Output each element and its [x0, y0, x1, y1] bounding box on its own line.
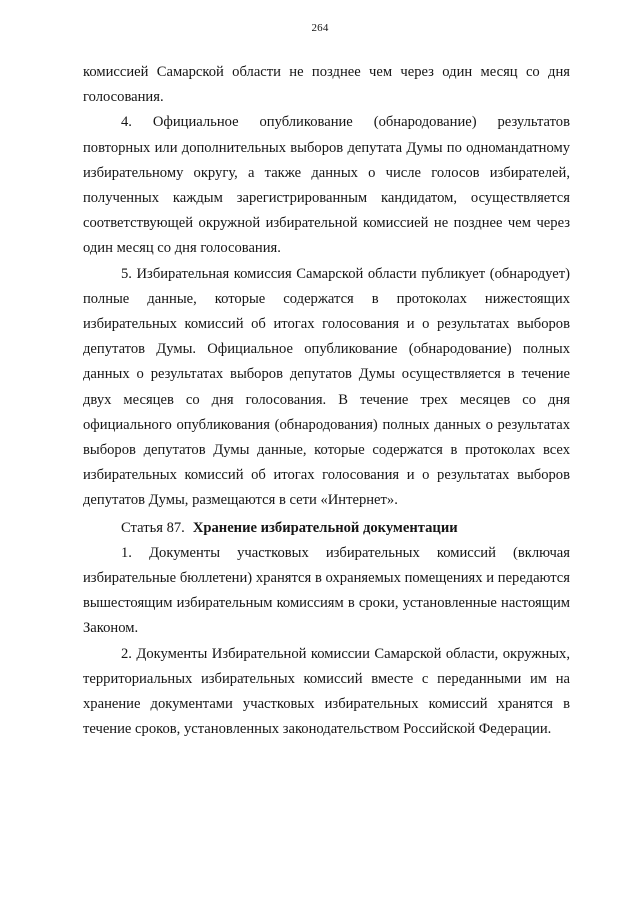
article-label: Статья 87.: [121, 519, 185, 536]
document-body: [83, 60, 570, 742]
page-number: 264: [311, 22, 329, 34]
paragraph-continuation: комиссией Самарской области не позднее чем через один месяц со дня голосования.: [83, 64, 570, 106]
article-paragraph-2: 2. Документы Избирательной комиссии Самарской области, окружных, территориальных избирательных комиссий вместе с переданными им на хранение документами участковых избирательных комиссий хранятся в течение сроков, установленных законодательством Российской Федерации.: [83, 645, 570, 738]
article-paragraph-1: 1. Документы участковых избирательных комиссий (включая избирательные бюллетени) хранятся в охраняемых помещениях и передаются вышестоящим избирательным комиссиям в сроки, установленные настоящим Законом.: [83, 544, 570, 637]
paragraph-item-5: 5. Избирательная комиссия Самарской области публикует (обнародует) полные данные, которые содержатся в протоколах нижестоящих избирательных комиссий об итогах голосования и о результатах выборов депутатов Думы. Официальное опубликование (обнародование) полных данных о результатах выборов депутатов Думы осуществляется в течение двух месяцев со дня голосования. В течение трех месяцев со дня официального опубликования (обнародования) полных данных о результатах выборов депутатов Думы данные, которые содержатся в протоколах всех избирательных комиссий об итогах голосования и о результатах выборов депутатов Думы, размещаются в сети «Интернет».: [83, 265, 570, 509]
paragraph-item-4: 4. Официальное опубликование (обнародование) результатов повторных или дополнительных выборов депутата Думы по одномандатному избирательному округу, а также данных о числе голосов избирателей, полученных каждым зарегистрированным кандидатом, осуществляется соответствующей окружной избирательной комиссией не позднее чем через один месяц со дня голосования.: [83, 114, 570, 257]
article-title: Хранение избирательной документации: [192, 519, 458, 536]
article-heading: [83, 516, 570, 541]
